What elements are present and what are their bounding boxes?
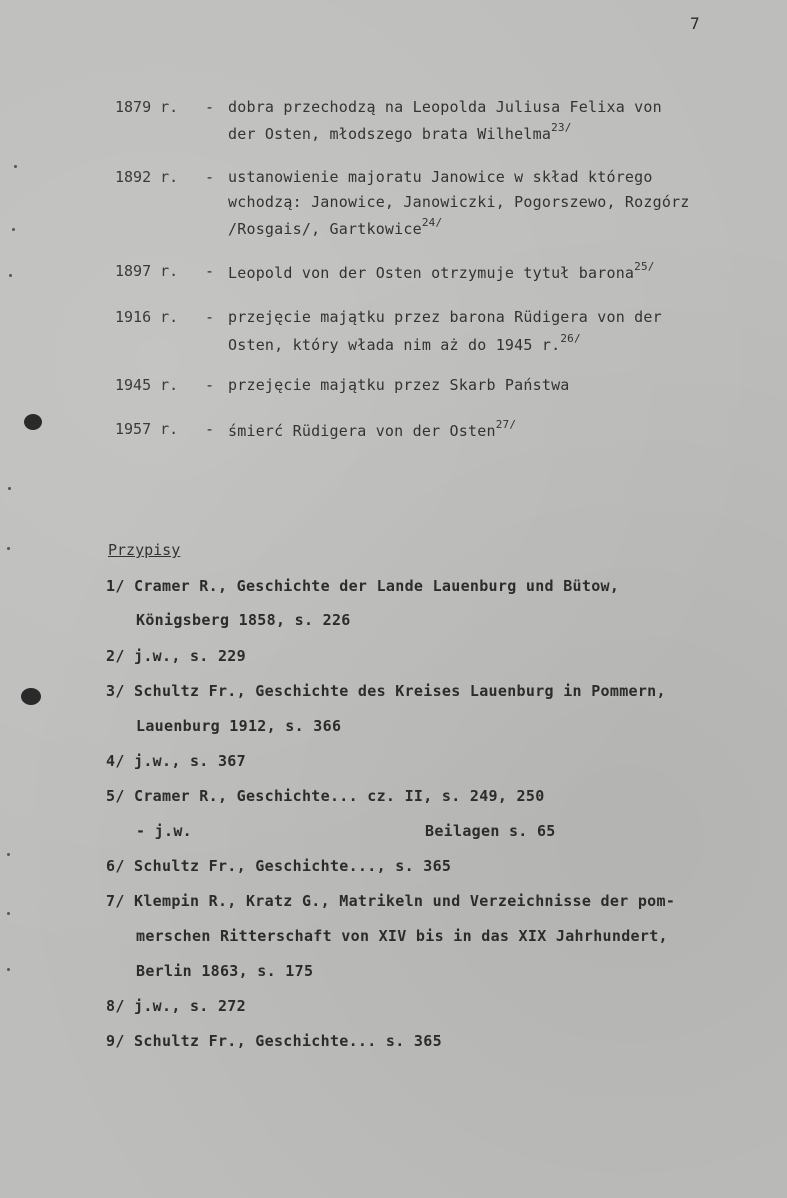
timeline-dash: -: [205, 168, 215, 186]
footnote-ref: 25/: [634, 260, 655, 273]
speck: [7, 968, 10, 971]
footnote-line: 1/ Cramer R., Geschichte der Lande Lauenburg und Bütow,: [106, 577, 620, 595]
footnote-line: 4/ j.w., s. 367: [106, 752, 246, 770]
footnote-line: merschen Ritterschaft von XIV bis in das XIX Jahrhundert,: [136, 927, 668, 945]
timeline-year: 1897 r.: [115, 262, 179, 280]
footnote-line: Lauenburg 1912, s. 366: [136, 717, 342, 735]
footnote-ref: 27/: [495, 418, 517, 431]
speck: [7, 912, 10, 915]
footnote-line: 6/ Schultz Fr., Geschichte..., s. 365: [106, 857, 452, 875]
timeline-text: der Osten, młodszego brata Wilhelma$^{23/}$: [228, 121, 572, 143]
timeline-year: 1892 r.: [115, 168, 179, 186]
footnote-ref: 26/: [560, 332, 581, 345]
speck: [7, 853, 10, 856]
timeline-dash: -: [205, 308, 215, 326]
footnote-line: - j.w.: [136, 822, 192, 840]
speck: [12, 228, 15, 231]
footnotes-heading: Przypisy: [108, 541, 181, 559]
timeline-text: Osten, który włada nim aż do 1945 r.$^{26/}$: [228, 332, 581, 354]
speck: [14, 165, 17, 168]
timeline-text: śmierć Rüdigera von der Osten$^{27/}$: [228, 418, 517, 440]
timeline-year: 1916 r.: [115, 308, 179, 326]
timeline-year: 1879 r.: [115, 98, 179, 116]
footnote-line: Berlin 1863, s. 175: [136, 962, 314, 980]
timeline-year: 1945 r.: [115, 376, 179, 394]
timeline-dash: -: [205, 376, 215, 394]
footnote-line: 8/ j.w., s. 272: [106, 997, 246, 1015]
footnote-line: Beilagen s. 65: [425, 822, 556, 840]
speck: [9, 274, 12, 277]
timeline-text: przejęcie majątku przez Skarb Państwa: [228, 376, 570, 394]
timeline-text: /Rosgais/, Gartkowice$^{24/}$: [228, 216, 443, 238]
timeline-year: 1957 r.: [115, 420, 179, 438]
punch-hole: [21, 688, 41, 705]
speck: [7, 547, 10, 550]
timeline-text: Leopold von der Osten otrzymuje tytuł barona$^{25/}$: [228, 260, 655, 282]
footnote-line: 2/ j.w., s. 229: [106, 647, 246, 665]
timeline-dash: -: [205, 262, 215, 280]
timeline-text: ustanowienie majoratu Janowice w skład którego: [228, 168, 653, 186]
footnote-line: Königsberg 1858, s. 226: [136, 611, 351, 629]
timeline-text: wchodzą: Janowice, Janowiczki, Pogorszewo, Rozgórz: [228, 193, 690, 211]
timeline-dash: -: [205, 420, 215, 438]
footnote-line: 3/ Schultz Fr., Geschichte des Kreises Lauenburg in Pommern,: [106, 682, 666, 700]
footnote-line: 5/ Cramer R., Geschichte... cz. II, s. 249, 250: [106, 787, 545, 805]
timeline-dash: -: [205, 98, 215, 116]
timeline-text: dobra przechodzą na Leopolda Juliusa Felixa von: [228, 98, 662, 116]
page-number: 7: [690, 14, 700, 33]
footnote-line: 7/ Klempin R., Kratz G., Matrikeln und Verzeichnisse der pom-: [106, 892, 676, 910]
timeline-text: przejęcie majątku przez barona Rüdigera von der: [228, 308, 662, 326]
footnote-ref: 24/: [421, 216, 443, 229]
punch-hole: [24, 414, 42, 430]
footnote-line: 9/ Schultz Fr., Geschichte... s. 365: [106, 1032, 442, 1050]
speck: [8, 487, 11, 490]
footnote-ref: 23/: [551, 121, 572, 134]
